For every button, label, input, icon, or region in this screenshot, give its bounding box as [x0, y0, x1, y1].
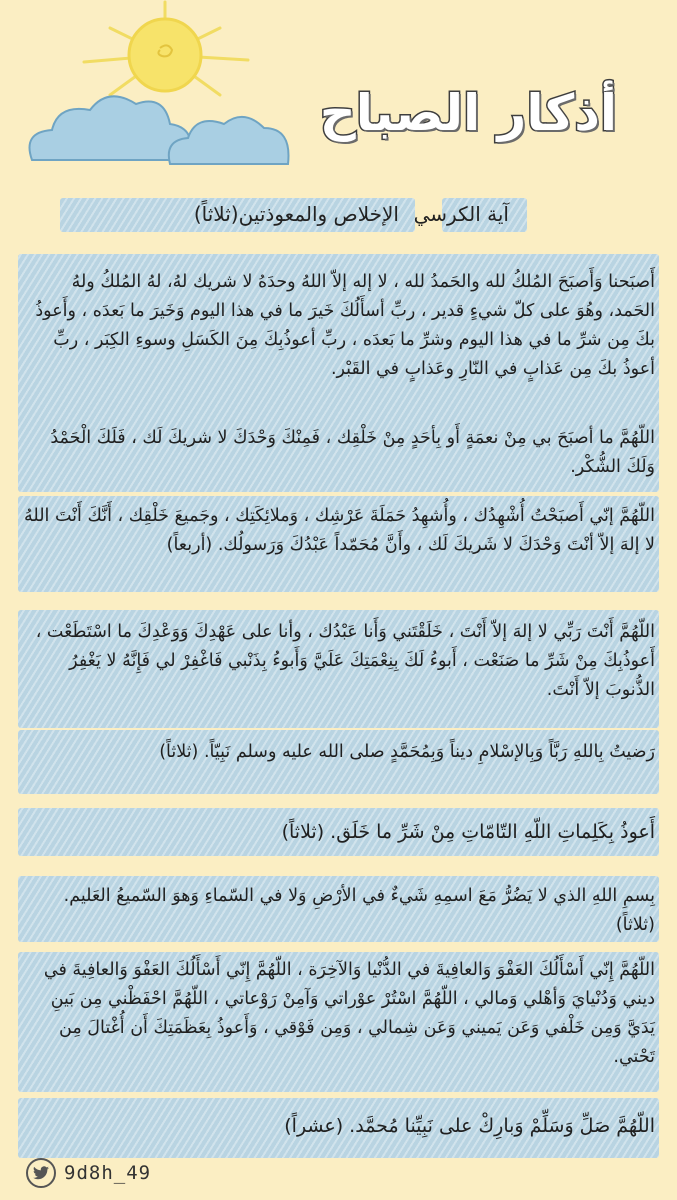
dhikr-text: اللّهُمَّ أَنْتَ رَبِّي لا إلهَ إلاّ أَنْتَ ، خَلَقْتَني وَأَنا عَبْدُك ، وأنا على عَهْدِكَ وَوَعْدِكَ ما اسْتَطَعْت ، أَعوذُبِكَ مِنْ شَرِّ ما صَنَعْت ، أَبوءُ لَكَ بِنِعْمَتِكَ عَلَيَّ وَأَبوءُ بِذَنْبي فَاغْفِرْ لي فَإِنَّهُ لا يَغْفِرُ الذُّنوبَ إلاّ أَنْتَ. [35, 622, 655, 700]
handle-text: 9d8h_49 [64, 1162, 152, 1184]
dhikr-text: بِسمِ اللهِ الذي لا يَضُرُّ مَعَ اسمِهِ شَيءٌ في الأرْضِ وَلا في السّماءِ وَهوَ السّميعُ العَليم. (ثلاثاً) [63, 886, 655, 935]
dhikr-text: أَصبَحنا وَأَصبَحَ المُلكُ لله والحَمدُ لله ، لا إله إلاّ اللهُ وحدَهُ لا شريك لهُ، لهُ المُلكُ ولهُ الحَمد، وهُوَ على كلّ شيءٍ قدير ، ربِّ أسأَلُكَ خَيرَ ما في هذا اليوم وَخَيرَ ما بَعدَه ، وأَعوذُ بكَ مِن شرِّ ما في هذا اليوم وشرِّ ما بَعدَه ، ربِّ أعوذُبِكَ مِنَ الكَسَلِ وسوءِ الكِبَر ، ربِّ أعوذُ بكَ مِن عَذابٍ في النّارِ وعَذابٍ في القَبْر. [35, 272, 655, 379]
dhikr-text: أَعوذُ بِكَلِماتِ اللّهِ التّامّاتِ مِنْ شَرِّ ما خَلَق. (ثلاثاً) [281, 821, 655, 843]
page-title: أذكار الصباح [319, 84, 617, 142]
twitter-handle[interactable] [26, 1158, 151, 1188]
dhikr-text: اللّهُمَّ إنّي أَصبَحْتُ أُشْهِدُك ، وأُشهِدُ حَمَلَةَ عَرْشِك ، وَملائِكَتِك ، وجَميعَ خَلْقِك ، أَنَّكَ أَنْتَ اللهُ لا إلهَ إلاّ أنْتَ وَحْدَكَ لا شَريكَ لَك ، وأَنَّ مُحَمّداً عَبْدُكَ وَرَسولُك. (أربعاً) [24, 506, 655, 555]
dhikr-text: اللّهُمَّ ما أصبَحَ بي مِنْ نعمَةٍ أَو بِأحَدٍ مِنْ خَلْقِك ، فَمِنْكَ وَحْدَكَ لا شريكَ لَك ، فَلَكَ الْحَمْدُ وَلَكَ الشُّكْر. [50, 428, 655, 477]
twitter-icon [26, 1158, 56, 1188]
cloud-icon [20, 60, 320, 180]
dhikr-text: اللّهُمَّ إِنّي أَسْأَلُكَ العَفْوَ وَالعافِيةَ في الدُّنْيا وَالآخِرَة ، اللّهُمَّ إِنّي أَسْأَلُكَ العَفْوَ وَالعافِيةَ في ديني وَدُنْيايَ وَأهْلي وَمالي ، اللّهُمَّ اسْتُرْ عوْراتي وَآمِنْ رَوْعاتي ، اللّهُمَّ احْفَظْني مِن بَينِ يَدَيَّ وَمِن خَلْفي وَعَن يَميني وَعَن شِمالي ، وَمِن فَوْقي ، وَأَعوذُ بِعَظَمَتِكَ أَن أُغْتالَ مِن تَحْتي. [43, 960, 655, 1067]
tag-ayat-al-kursi: آية الكرسي [413, 202, 509, 226]
tag-ikhlas-muawwidhatain: الإخلاص والمعوذتين(ثلاثاً) [193, 202, 399, 226]
dhikr-text: رَضيتُ بِاللهِ رَبَّاً وَبِالإسْلامِ ديناً وَبِمُحَمَّدٍ صلى الله عليه وسلم نَبِيّاً. (ثلاثاً) [159, 742, 655, 762]
dhikr-text: اللّهُمَّ صَلِّ وَسَلِّمْ وَبارِكْ على نَبِيِّنا مُحمَّد. (عشراً) [284, 1115, 655, 1137]
